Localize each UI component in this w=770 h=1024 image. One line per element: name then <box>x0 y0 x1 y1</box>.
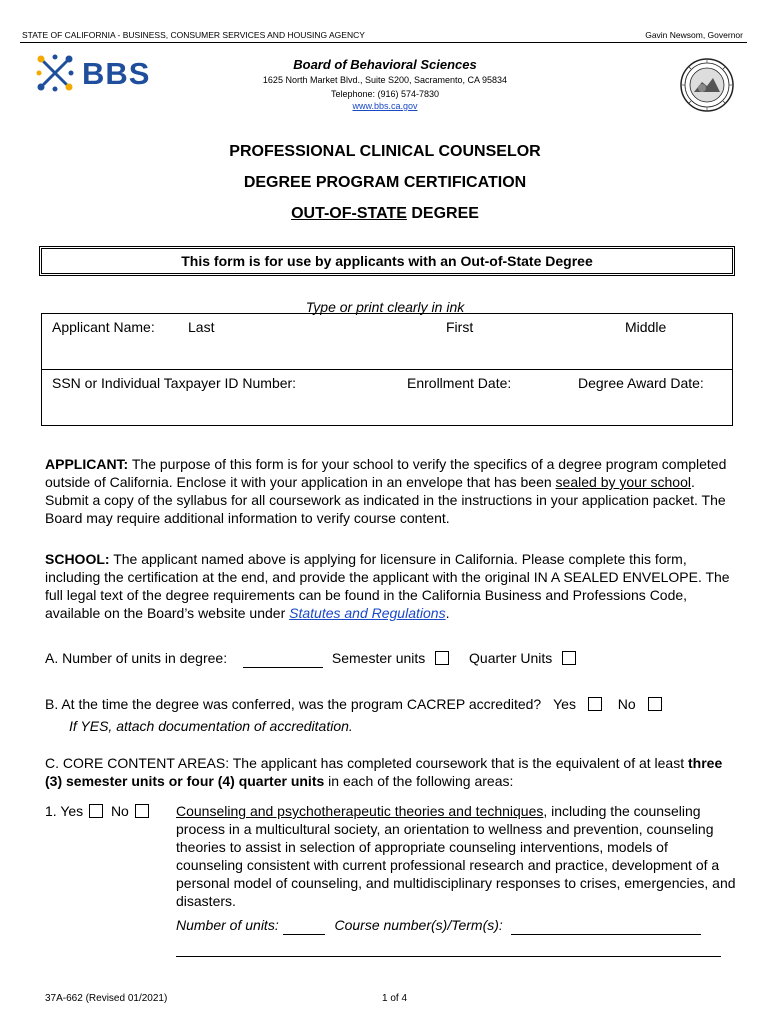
item-1-no-label: No <box>110 803 129 819</box>
item-1-units-input[interactable] <box>283 916 325 935</box>
item-a-label: A. Number of units in degree: <box>45 650 228 666</box>
board-address: 1625 North Market Blvd., Suite S200, Sacramento, CA 95834 <box>262 75 508 85</box>
units-in-degree-input[interactable] <box>243 649 323 668</box>
logo-text: BBS <box>82 56 151 91</box>
degree-word: DEGREE <box>406 205 479 222</box>
out-of-state-underlined: OUT-OF-STATE <box>291 205 407 222</box>
item-b-label: B. At the time the degree was conferred, was the program CACREP accredited? <box>45 696 542 712</box>
item-c-text-2: in each of the following areas: <box>324 773 514 789</box>
form-title-line-3 <box>0 205 770 223</box>
cacrep-yes-label: Yes <box>553 696 576 712</box>
item-c-core-content <box>45 754 725 790</box>
type-or-print-hint: Type or print clearly in ink <box>305 299 465 315</box>
school-lead: SCHOOL: <box>45 551 110 567</box>
item-1-extra-line-input[interactable] <box>176 956 721 957</box>
governor-name: Gavin Newsom, Governor <box>645 30 743 40</box>
page-number: 1 of 4 <box>382 993 408 1004</box>
table-row-divider <box>42 369 732 370</box>
sealed-by-school-text: sealed by your school <box>555 474 691 490</box>
item-1-no-checkbox[interactable] <box>135 804 149 818</box>
semester-units-label: Semester units <box>331 650 426 666</box>
quarter-units-label: Quarter Units <box>469 650 553 666</box>
item-b-cacrep <box>45 695 735 713</box>
school-text-2: . <box>445 605 450 621</box>
applicant-info-table <box>41 313 733 426</box>
cacrep-no-checkbox[interactable] <box>648 697 662 711</box>
item-1-desc: , including the counseling process in a multicultural society, an orientation to wellness and prevention, counseling theories to assist in selection of appropriate counseling interventions, models of counseling consistent with current professional research and practice, development of a personal model of counseling, and multidisciplinary responses to crises, emergencies, and disasters. <box>176 803 736 909</box>
item-c-bold: three (3) semester units or four (4) quarter units <box>45 755 723 789</box>
enrollment-date-field[interactable]: Enrollment Date: <box>407 375 512 391</box>
form-id: 37A-662 (Revised 01/2021) <box>45 993 168 1004</box>
item-1-yes-label: 1. Yes <box>45 803 84 819</box>
cacrep-yes-checkbox[interactable] <box>588 697 602 711</box>
units-label: Number of units: <box>176 917 279 933</box>
cacrep-no-label: No <box>617 696 636 712</box>
statutes-regulations-link[interactable]: Statutes and Regulations <box>289 605 446 621</box>
item-1-units-course <box>176 916 736 935</box>
ssn-field[interactable]: SSN or Individual Taxpayer ID Number: <box>52 375 297 391</box>
item-a-units <box>45 649 735 668</box>
school-text-1: The applicant named above is applying for licensure in California. Please complete this form, including the certification at the end, and provide the applicant with the original IN A SEALED ENVELOPE. The full legal text of the degree requirements can be found in the California Business and Professions Code, available on the Board’s website under <box>45 551 730 621</box>
school-instructions <box>45 550 735 622</box>
board-website-link[interactable]: www.bbs.ca.gov <box>352 101 418 111</box>
state-seal-icon <box>680 58 734 112</box>
course-label: Course number(s)/Term(s): <box>334 917 503 933</box>
item-1-title: Counseling and psychotherapeutic theories and techniques <box>176 803 544 819</box>
top-bar <box>20 27 747 43</box>
agency-name: STATE OF CALIFORNIA - BUSINESS, CONSUMER SERVICES AND HOUSING AGENCY <box>22 30 365 40</box>
item-1-checkboxes <box>45 802 175 820</box>
last-name-field[interactable]: Last <box>188 319 215 335</box>
item-1-description <box>176 802 736 910</box>
accreditation-note: If YES, attach documentation of accreditation. <box>69 718 353 734</box>
degree-award-date-field[interactable]: Degree Award Date: <box>578 375 704 391</box>
applicant-name-label: Applicant Name: <box>52 319 155 335</box>
form-title-line-1: PROFESSIONAL CLINICAL COUNSELOR <box>229 143 541 160</box>
applicant-lead: APPLICANT: <box>45 456 129 472</box>
item-c-text-1: C. CORE CONTENT AREAS: The applicant has completed coursework that is the equivalent of at least <box>45 755 689 771</box>
item-1-course-input[interactable] <box>511 916 701 935</box>
quarter-units-checkbox[interactable] <box>562 651 576 665</box>
first-name-field[interactable]: First <box>446 319 474 335</box>
form-usage-banner: This form is for use by applicants with an Out-of-State Degree <box>41 248 733 274</box>
board-name: Board of Behavioral Sciences <box>293 57 477 72</box>
applicant-text-1: The purpose of this form is for your school to verify the specifics of a degree program completed outside of California. Enclose it with your application in an envelope that has been <box>45 456 727 490</box>
form-title-line-2: DEGREE PROGRAM CERTIFICATION <box>243 174 527 191</box>
semester-units-checkbox[interactable] <box>435 651 449 665</box>
middle-name-field[interactable]: Middle <box>625 319 667 335</box>
applicant-text-2: . Submit a copy of the syllabus for all coursework as indicated in the instructions in your application packet. The Board may require additional information to verify course content. <box>45 474 726 526</box>
applicant-instructions <box>45 455 735 527</box>
board-telephone: Telephone: (916) 574-7830 <box>330 89 440 99</box>
item-1-yes-checkbox[interactable] <box>89 804 103 818</box>
